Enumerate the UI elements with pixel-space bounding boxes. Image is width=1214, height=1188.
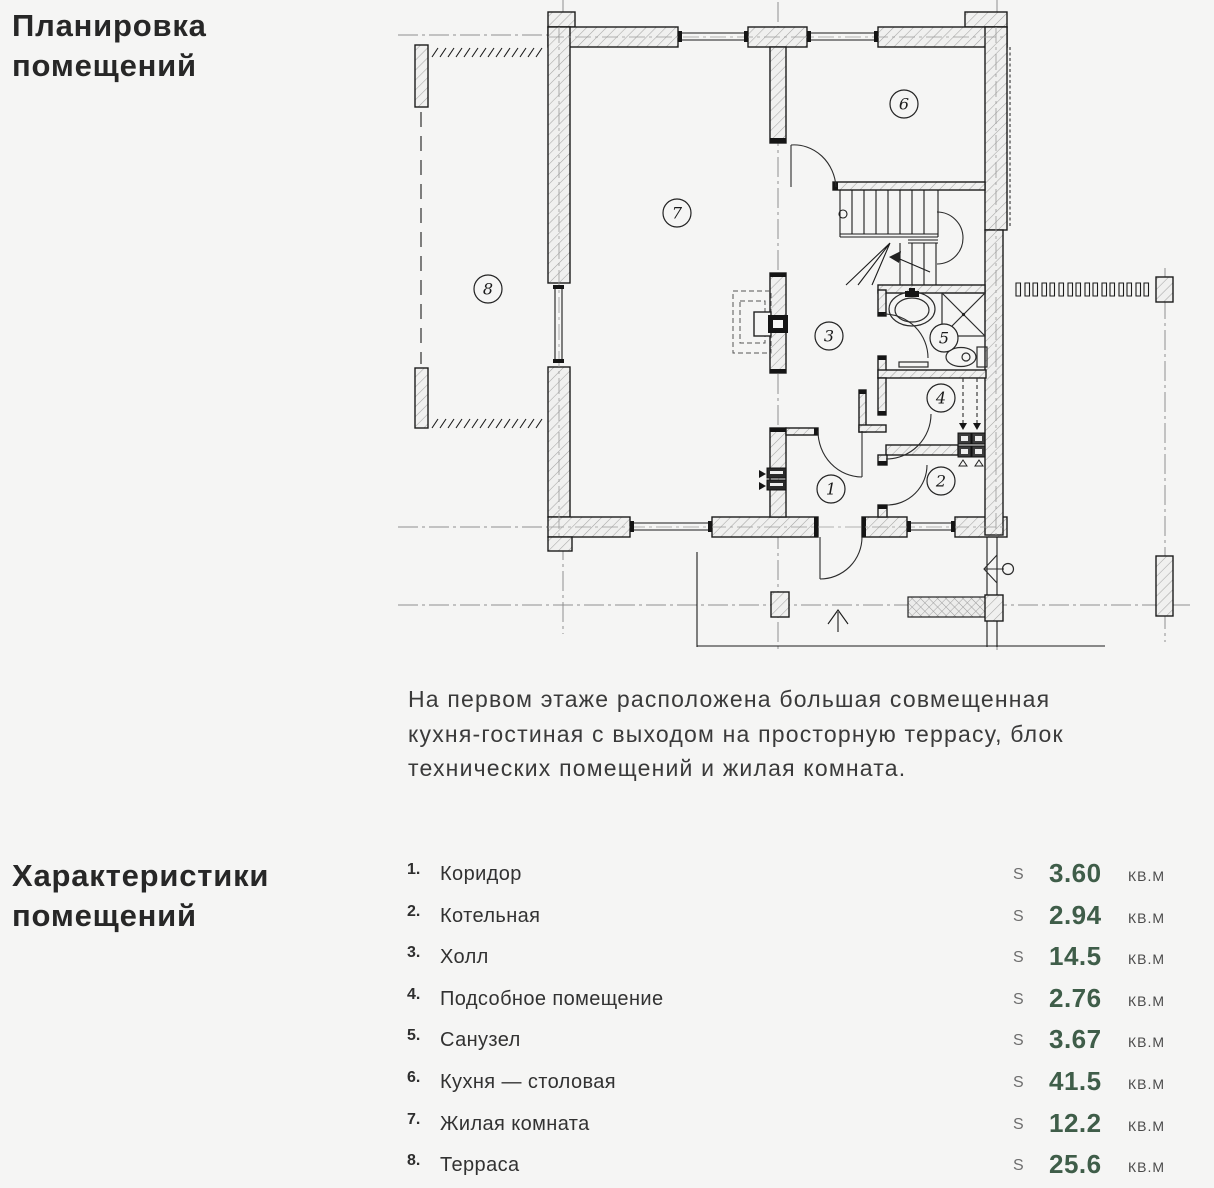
area-value: 25.6	[1049, 1149, 1102, 1179]
svg-text:7: 7	[671, 203, 683, 223]
sink-faucet	[905, 291, 919, 297]
area-value: 2.94	[1049, 900, 1102, 930]
area-unit: КВ.М	[1128, 993, 1166, 1009]
area-unit: КВ.М	[1128, 1159, 1166, 1175]
characteristics-section-title	[12, 856, 269, 936]
window	[555, 287, 562, 363]
railing-dots	[1016, 283, 1149, 296]
plan-title-line2: помещений	[12, 48, 197, 83]
characteristics-row	[402, 897, 1174, 939]
row-number: 7.	[407, 1111, 421, 1128]
area-symbol: S	[1013, 1074, 1024, 1091]
floor-description	[408, 682, 1188, 786]
terrace	[415, 45, 542, 428]
area-unit: КВ.М	[1128, 868, 1166, 884]
svg-text:8: 8	[482, 279, 494, 299]
area-symbol: S	[1013, 1157, 1024, 1174]
entrance-porch	[697, 552, 1105, 647]
stair-arrow-head	[889, 251, 901, 263]
door-arc	[818, 431, 862, 477]
stairs	[839, 190, 963, 285]
floor-plan	[395, 0, 1195, 660]
char-title-line2: помещений	[12, 898, 197, 933]
area-unit: КВ.М	[1128, 951, 1166, 967]
area-unit: КВ.М	[1128, 910, 1166, 926]
characteristics-row	[402, 938, 1174, 980]
room-name: Жилая комната	[440, 1113, 590, 1135]
characteristics-list	[402, 855, 1174, 1178]
characteristics-row	[402, 980, 1174, 1022]
porch-post	[771, 592, 789, 617]
area-unit: КВ.М	[1128, 1118, 1166, 1134]
row-number: 2.	[407, 903, 421, 920]
row-number: 3.	[407, 944, 421, 961]
row-number: 4.	[407, 986, 421, 1003]
duct-lines	[963, 378, 977, 423]
description-line: На первом этаже расположена большая совмещенная	[408, 686, 1051, 712]
svg-text:5: 5	[938, 328, 950, 348]
characteristics-row	[402, 1146, 1174, 1188]
svg-text:6: 6	[898, 94, 910, 114]
terrace-railing-ticks	[432, 419, 542, 428]
room-name: Кухня — столовая	[440, 1071, 617, 1093]
room-name: Санузел	[440, 1029, 521, 1051]
door-arc	[791, 145, 836, 187]
area-symbol: S	[1013, 908, 1024, 925]
area-value: 41.5	[1049, 1066, 1102, 1096]
door-arc	[887, 465, 927, 505]
char-title-line1: Характеристики	[12, 858, 270, 893]
row-number: 5.	[407, 1027, 421, 1044]
room-name: Котельная	[440, 905, 541, 927]
window	[630, 523, 712, 530]
row-number: 8.	[407, 1152, 421, 1169]
sink	[889, 292, 935, 326]
porch-post	[1156, 556, 1173, 616]
characteristics-row	[402, 855, 1174, 897]
entrance-step	[908, 597, 986, 617]
svg-text:3: 3	[823, 326, 835, 346]
entrance-arrow	[828, 610, 848, 632]
area-symbol: S	[1013, 1032, 1024, 1049]
entrance-door-arc	[820, 537, 862, 579]
room-name: Коридор	[440, 863, 522, 885]
right-porch	[984, 47, 1173, 647]
area-unit: КВ.М	[1128, 1076, 1166, 1092]
porch-post	[1156, 277, 1173, 302]
area-symbol: S	[1013, 991, 1024, 1008]
area-symbol: S	[1013, 866, 1024, 883]
area-value: 12.2	[1049, 1108, 1102, 1138]
room-name: Холл	[440, 946, 489, 968]
terrace-post	[415, 45, 428, 107]
characteristics-row	[402, 1021, 1174, 1063]
row-number: 6.	[407, 1069, 421, 1086]
svg-text:2: 2	[935, 471, 947, 491]
characteristics-row	[402, 1105, 1174, 1147]
stair-handrail	[937, 212, 963, 264]
svg-text:1: 1	[825, 479, 837, 499]
area-value: 3.60	[1049, 858, 1102, 888]
shelf	[899, 362, 928, 367]
svg-text:4: 4	[935, 388, 947, 408]
area-value: 14.5	[1049, 941, 1102, 971]
characteristics-row	[402, 1063, 1174, 1105]
window	[807, 33, 878, 40]
plan-section-title	[12, 6, 207, 86]
area-unit: КВ.М	[1128, 1034, 1166, 1050]
description-line: технических помещений и жилая комната.	[408, 755, 907, 781]
window	[678, 33, 748, 40]
window	[907, 523, 955, 530]
row-number: 1.	[407, 861, 421, 878]
boiler-equipment	[958, 378, 985, 466]
area-value: 2.76	[1049, 983, 1102, 1013]
terrace-post	[415, 368, 428, 428]
area-symbol: S	[1013, 949, 1024, 966]
area-value: 3.67	[1049, 1024, 1102, 1054]
area-symbol: S	[1013, 1116, 1024, 1133]
plan-title-line1: Планировка	[12, 8, 207, 43]
terrace-railing-ticks	[432, 48, 542, 57]
description-line: кухня-гостиная с выходом на просторную террасу, блок	[408, 720, 1064, 747]
room-name: Терраса	[440, 1154, 520, 1176]
axis-lines	[398, 0, 1190, 650]
room-name: Подсобное помещение	[440, 988, 664, 1010]
